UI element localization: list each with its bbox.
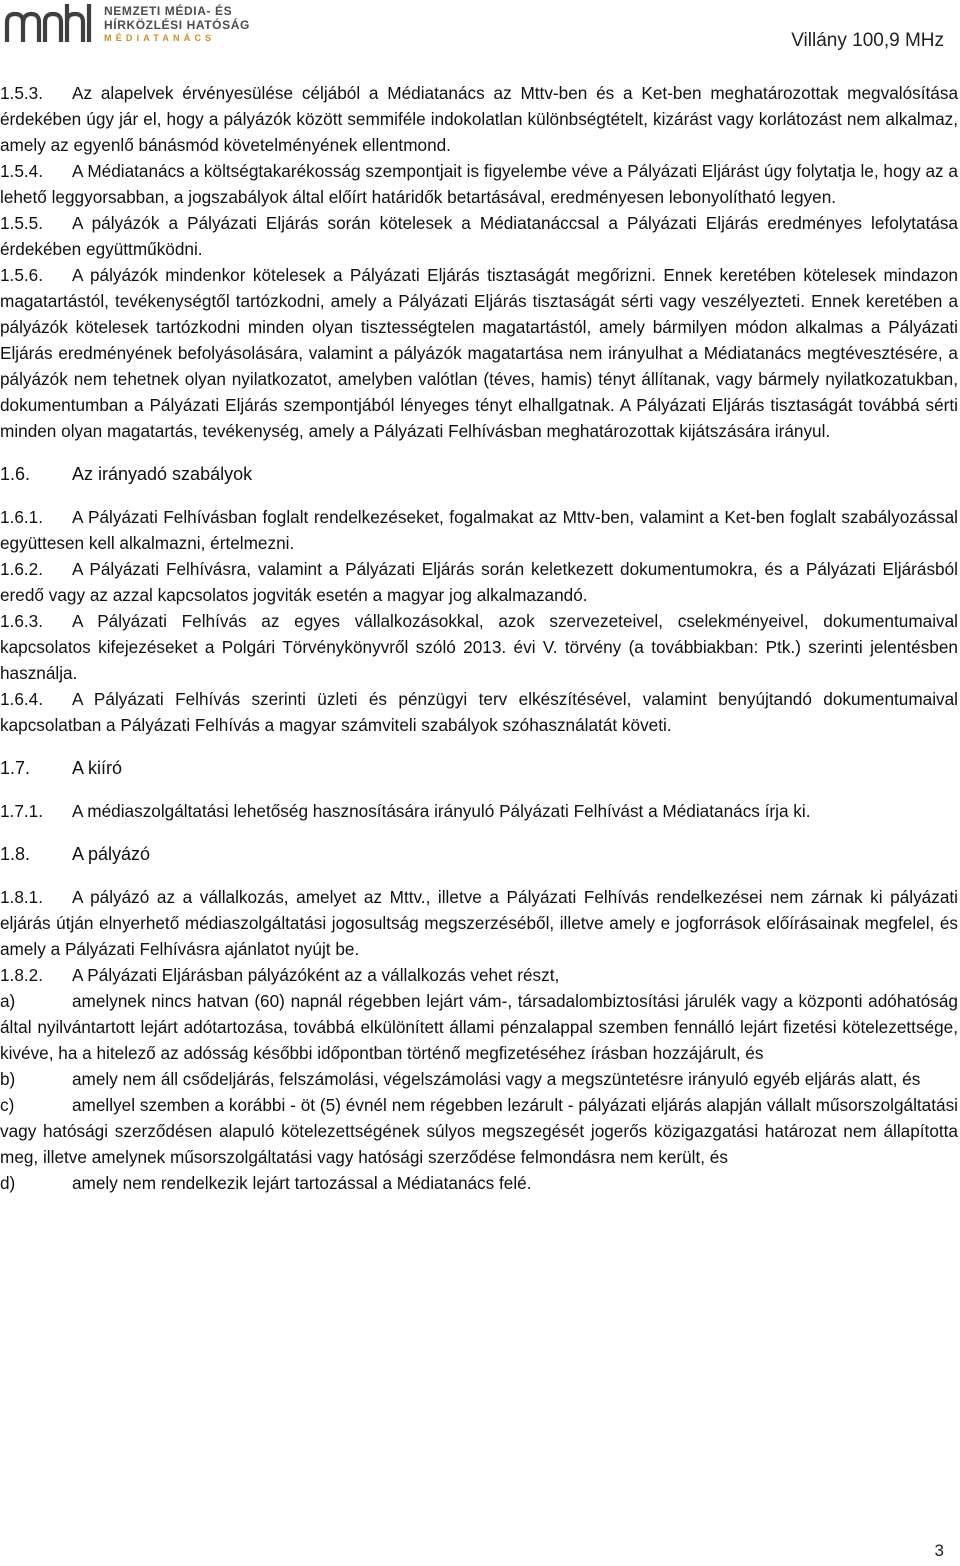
paragraph-1-7-1 [0,798,958,824]
list-item-a [0,988,958,1066]
paragraph-1-6-1 [0,504,958,556]
section-heading-1-7 [0,748,958,788]
paragraph-1-6-2 [0,556,958,608]
paragraph-1-8-1 [0,884,958,962]
paragraph-number: 1.5.4. [0,161,44,181]
paragraph-number: 1.6.3. [0,611,44,631]
logo-line-2: HÍRKÖZLÉSI HATÓSÁG [104,18,250,32]
document-body [0,80,958,1196]
paragraph-text: A médiaszolgáltatási lehetőség hasznosítására irányuló Pályázati Felhívást a Médiatanács írja ki. [72,801,811,821]
paragraph-1-5-5 [0,210,958,262]
paragraph-text: A pályázó az a vállalkozás, amelyet az Mttv., illetve a Pályázati Felhívás rendelkezései nem zárnak ki pályázati eljárás útján elnyerhető médiaszolgáltatási jogosultság megszerzéséből, illetve amely e jogforrások előírásainak megfelel, és amely a Pályázati Felhívásra ajánlatot nyújt be. [0,887,958,959]
section-number: 1.8. [0,844,31,864]
paragraph-number: 1.6.1. [0,507,44,527]
paragraph-1-5-4 [0,158,958,210]
paragraph-number: 1.6.4. [0,689,44,709]
section-heading-1-6 [0,454,958,494]
paragraph-text: Az alapelvek érvényesülése céljából a Médiatanács az Mttv-ben és a Ket-ben meghatározottak megvalósítása érdekében úgy jár el, hogy a pályázók között semmiféle indokolatlan különbségtételt, kizárást vagy korlátozást nem alkalmaz, amely az egyenlő bánásmód követelményének ellentmond. [0,83,958,155]
paragraph-number: 1.5.3. [0,83,44,103]
list-marker: a) [0,991,16,1011]
list-marker: d) [0,1173,16,1193]
list-marker: b) [0,1069,16,1089]
nmhh-logo-mark-icon [4,2,96,44]
paragraph-number: 1.5.5. [0,213,44,233]
paragraph-text: A pályázók mindenkor kötelesek a Pályázati Eljárás tisztaságát megőrizni. Ennek keretében kötelesek mindazon magatartástól, tevékenységtől tartózkodni, amely a Pályázati Eljárás tisztaságát sérti vagy veszélyezteti. Ennek keretében a pályázók kötelesek tartózkodni minden olyan tisztességtelen magatartástól, amely bármilyen módon alkalmas a Pályázati Eljárás eredményének befolyásolására, valamint a pályázók magatartása nem irányulhat a Médiatanács megtévesztésére, a pályázók nem tehetnek olyan nyilatkozatot, amelyben valótlan (téves, hamis) tényt állítanak, vagy bármely nyilatkozatukban, dokumentumban a Pályázati Eljárás szempontjából lényeges tényt elhallgatnak. A Pályázati Eljárás tisztaságát továbbá sérti minden olyan magatartás, tevékenység, amely a Pályázati Felhívásban meghatározottak kijátszására irányul. [0,265,958,441]
section-number: 1.6. [0,464,31,484]
section-heading-1-8 [0,834,958,874]
paragraph-1-5-6 [0,262,958,444]
section-title: A kiíró [72,758,123,778]
paragraph-text: A Pályázati Felhívás az egyes vállalkozásokkal, azok szervezeteivel, cselekményeivel, dokumentumaival kapcsolatos kifejezéseket a Polgári Törvénykönyvről szóló 2013. évi V. törvény (a továbbiakban: Ptk.) szerinti jelentésben használja. [0,611,958,683]
paragraph-text: A Médiatanács a költségtakarékosság szempontjait is figyelembe véve a Pályázati Eljárást úgy folytatja le, hogy az a lehető leggyorsabban, a jogszabályok által előírt határidők betartásával, eredményesen lebonyolítható legyen. [0,161,958,207]
paragraph-1-6-3 [0,608,958,686]
list-item-c [0,1092,958,1170]
paragraph-number: 1.6.2. [0,559,44,579]
logo-line-1: NEMZETI MÉDIA- ÉS [104,4,233,18]
paragraph-text: A Pályázati Felhívásra, valamint a Pályázati Eljárás során keletkezett dokumentumokra, és a Pályázati Eljárásból eredő vagy az azzal kapcsolatos jogviták esetén a magyar jog alkalmazandó. [0,559,958,605]
logo-wordmark [104,4,250,44]
logo-subtitle: MÉDIATANÁCS [104,33,216,43]
list-marker: c) [0,1095,15,1115]
header-title: Villány 100,9 MHz [791,30,944,51]
list-item-text: amely nem áll csődeljárás, felszámolási, végelszámolási vagy a megszüntetésre irányuló egyéb eljárás alatt, és [72,1069,921,1089]
section-number: 1.7. [0,758,31,778]
page-header [0,0,960,60]
paragraph-1-5-3 [0,80,958,158]
list-item-text: amely nem rendelkezik lejárt tartozással a Médiatanács felé. [72,1173,532,1193]
paragraph-number: 1.7.1. [0,801,44,821]
section-title: A pályázó [72,844,151,864]
nmhh-logo [4,2,250,46]
paragraph-text: A Pályázati Eljárásban pályázóként az a vállalkozás vehet részt, [72,965,560,985]
list-item-d [0,1170,958,1196]
paragraph-text: A pályázók a Pályázati Eljárás során kötelesek a Médiatanáccsal a Pályázati Eljárás eredményes lefolytatása érdekében együttműködni. [0,213,958,259]
paragraph-text: A Pályázati Felhívásban foglalt rendelkezéseket, fogalmakat az Mttv-ben, valamint a Ket-ben foglalt szabályozással együttesen kell alkalmazni, értelmezni. [0,507,958,553]
paragraph-number: 1.8.2. [0,965,44,985]
paragraph-1-6-4 [0,686,958,738]
paragraph-text: A Pályázati Felhívás szerinti üzleti és pénzügyi terv elkészítésével, valamint benyújtandó dokumentumaival kapcsolatban a Pályázati Felhívás a magyar számviteli szabályok szóhasználatát követi. [0,689,958,735]
paragraph-1-8-2 [0,962,958,988]
section-title: Az irányadó szabályok [72,464,253,484]
page-number: 3 [934,1541,944,1560]
list-item-text: amelynek nincs hatvan (60) napnál régebben lejárt vám-, társadalombiztosítási járulék vagy a központi adóhatóság által nyilvántartott lejárt adótartozása, továbbá elkülönített állami pénzalappal szemben fennálló lejárt fizetési kötelezettsége, kivéve, ha a hitelező az adósság későbbi időpontban történő megfizetéséhez írásban hozzájárult, és [0,991,958,1063]
paragraph-number: 1.8.1. [0,887,44,907]
paragraph-number: 1.5.6. [0,265,44,285]
list-item-b [0,1066,958,1092]
list-item-text: amellyel szemben a korábbi - öt (5) évnél nem régebben lezárult - pályázati eljárás alapján vállalt műsorszolgáltatási vagy hatósági szerződésen alapuló kötelezettségének súlyos megszegését jogerős közigazgatási határozat nem állapította meg, illetve amelynek műsorszolgáltatási vagy hatósági szerződése felmondásra nem került, és [0,1095,958,1167]
